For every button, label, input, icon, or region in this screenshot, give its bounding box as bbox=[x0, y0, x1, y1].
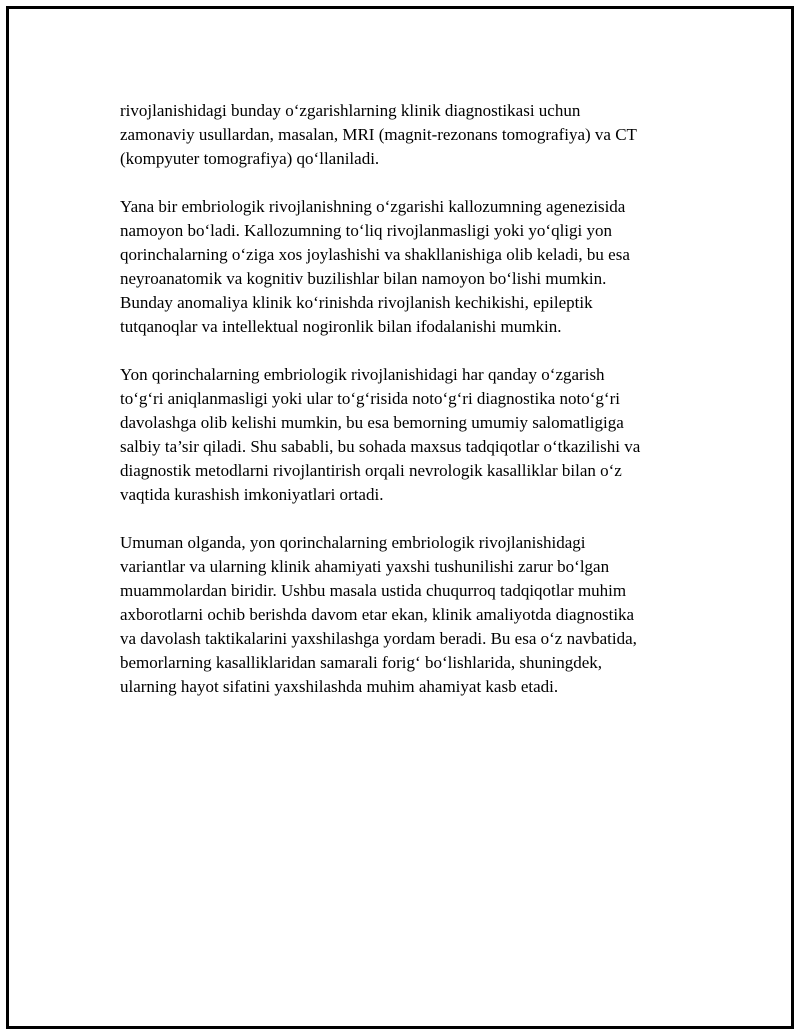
text-line: Yana bir embriologik rivojlanishning o‘zgarishi kallozumning agenezisida bbox=[120, 197, 626, 216]
paragraph-4 bbox=[120, 531, 710, 699]
text-line: variantlar va ularning klinik ahamiyati yaxshi tushunilishi zarur bo‘lgan bbox=[120, 557, 610, 576]
paragraph-2 bbox=[120, 195, 710, 339]
text-line: Yon qorinchalarning embriologik rivojlanishidagi har qanday o‘zgarish bbox=[120, 365, 605, 384]
text-line: davolashga olib kelishi mumkin, bu esa bemorning umumiy salomatligiga bbox=[120, 413, 624, 432]
text-line: muammolardan biridir. Ushbu masala ustida chuqurroq tadqiqotlar muhim bbox=[120, 581, 627, 600]
text-line: vaqtida kurashish imkoniyatlari ortadi. bbox=[120, 485, 384, 504]
text-line: neyroanatomik va kognitiv buzilishlar bilan namoyon bo‘lishi mumkin. bbox=[120, 269, 607, 288]
text-line: Umuman olganda, yon qorinchalarning embriologik rivojlanishidagi bbox=[120, 533, 586, 552]
text-line: namoyon bo‘ladi. Kallozumning to‘liq rivojlanmasligi yoki yo‘qligi yon bbox=[120, 221, 612, 240]
page-border bbox=[6, 6, 794, 1029]
text-line: diagnostik metodlarni rivojlantirish orqali nevrologik kasalliklar bilan o‘z bbox=[120, 461, 622, 480]
text-line: qorinchalarning o‘ziga xos joylashishi va shakllanishiga olib keladi, bu esa bbox=[120, 245, 630, 264]
text-line: ularning hayot sifatini yaxshilashda muhim ahamiyat kasb etadi. bbox=[120, 677, 559, 696]
text-line: bemorlarning kasalliklaridan samarali forig‘ bo‘lishlarida, shuningdek, bbox=[120, 653, 603, 672]
paragraph-3 bbox=[120, 363, 710, 507]
text-line: axborotlarni ochib berishda davom etar ekan, klinik amaliyotda diagnostika bbox=[120, 605, 635, 624]
text-line: Bunday anomaliya klinik ko‘rinishda rivojlanish kechikishi, epileptik bbox=[120, 293, 593, 312]
text-line: zamonaviy usullardan, masalan, MRI (magnit-rezonans tomografiya) va CT bbox=[120, 125, 637, 144]
text-line: tutqanoqlar va intellektual nogironlik bilan ifodalanishi mumkin. bbox=[120, 317, 562, 336]
text-line: salbiy ta’sir qiladi. Shu sababli, bu sohada maxsus tadqiqotlar o‘tkazilishi va bbox=[120, 437, 641, 456]
text-line: va davolash taktikalarini yaxshilashga yordam beradi. Bu esa o‘z navbatida, bbox=[120, 629, 637, 648]
paragraph-1 bbox=[120, 99, 710, 171]
document-body bbox=[120, 99, 710, 723]
text-line: rivojlanishidagi bunday o‘zgarishlarning klinik diagnostikasi uchun bbox=[120, 101, 581, 120]
text-line: to‘g‘ri aniqlanmasligi yoki ular to‘g‘risida noto‘g‘ri diagnostika noto‘g‘ri bbox=[120, 389, 620, 408]
text-line: (kompyuter tomografiya) qo‘llaniladi. bbox=[120, 149, 380, 168]
